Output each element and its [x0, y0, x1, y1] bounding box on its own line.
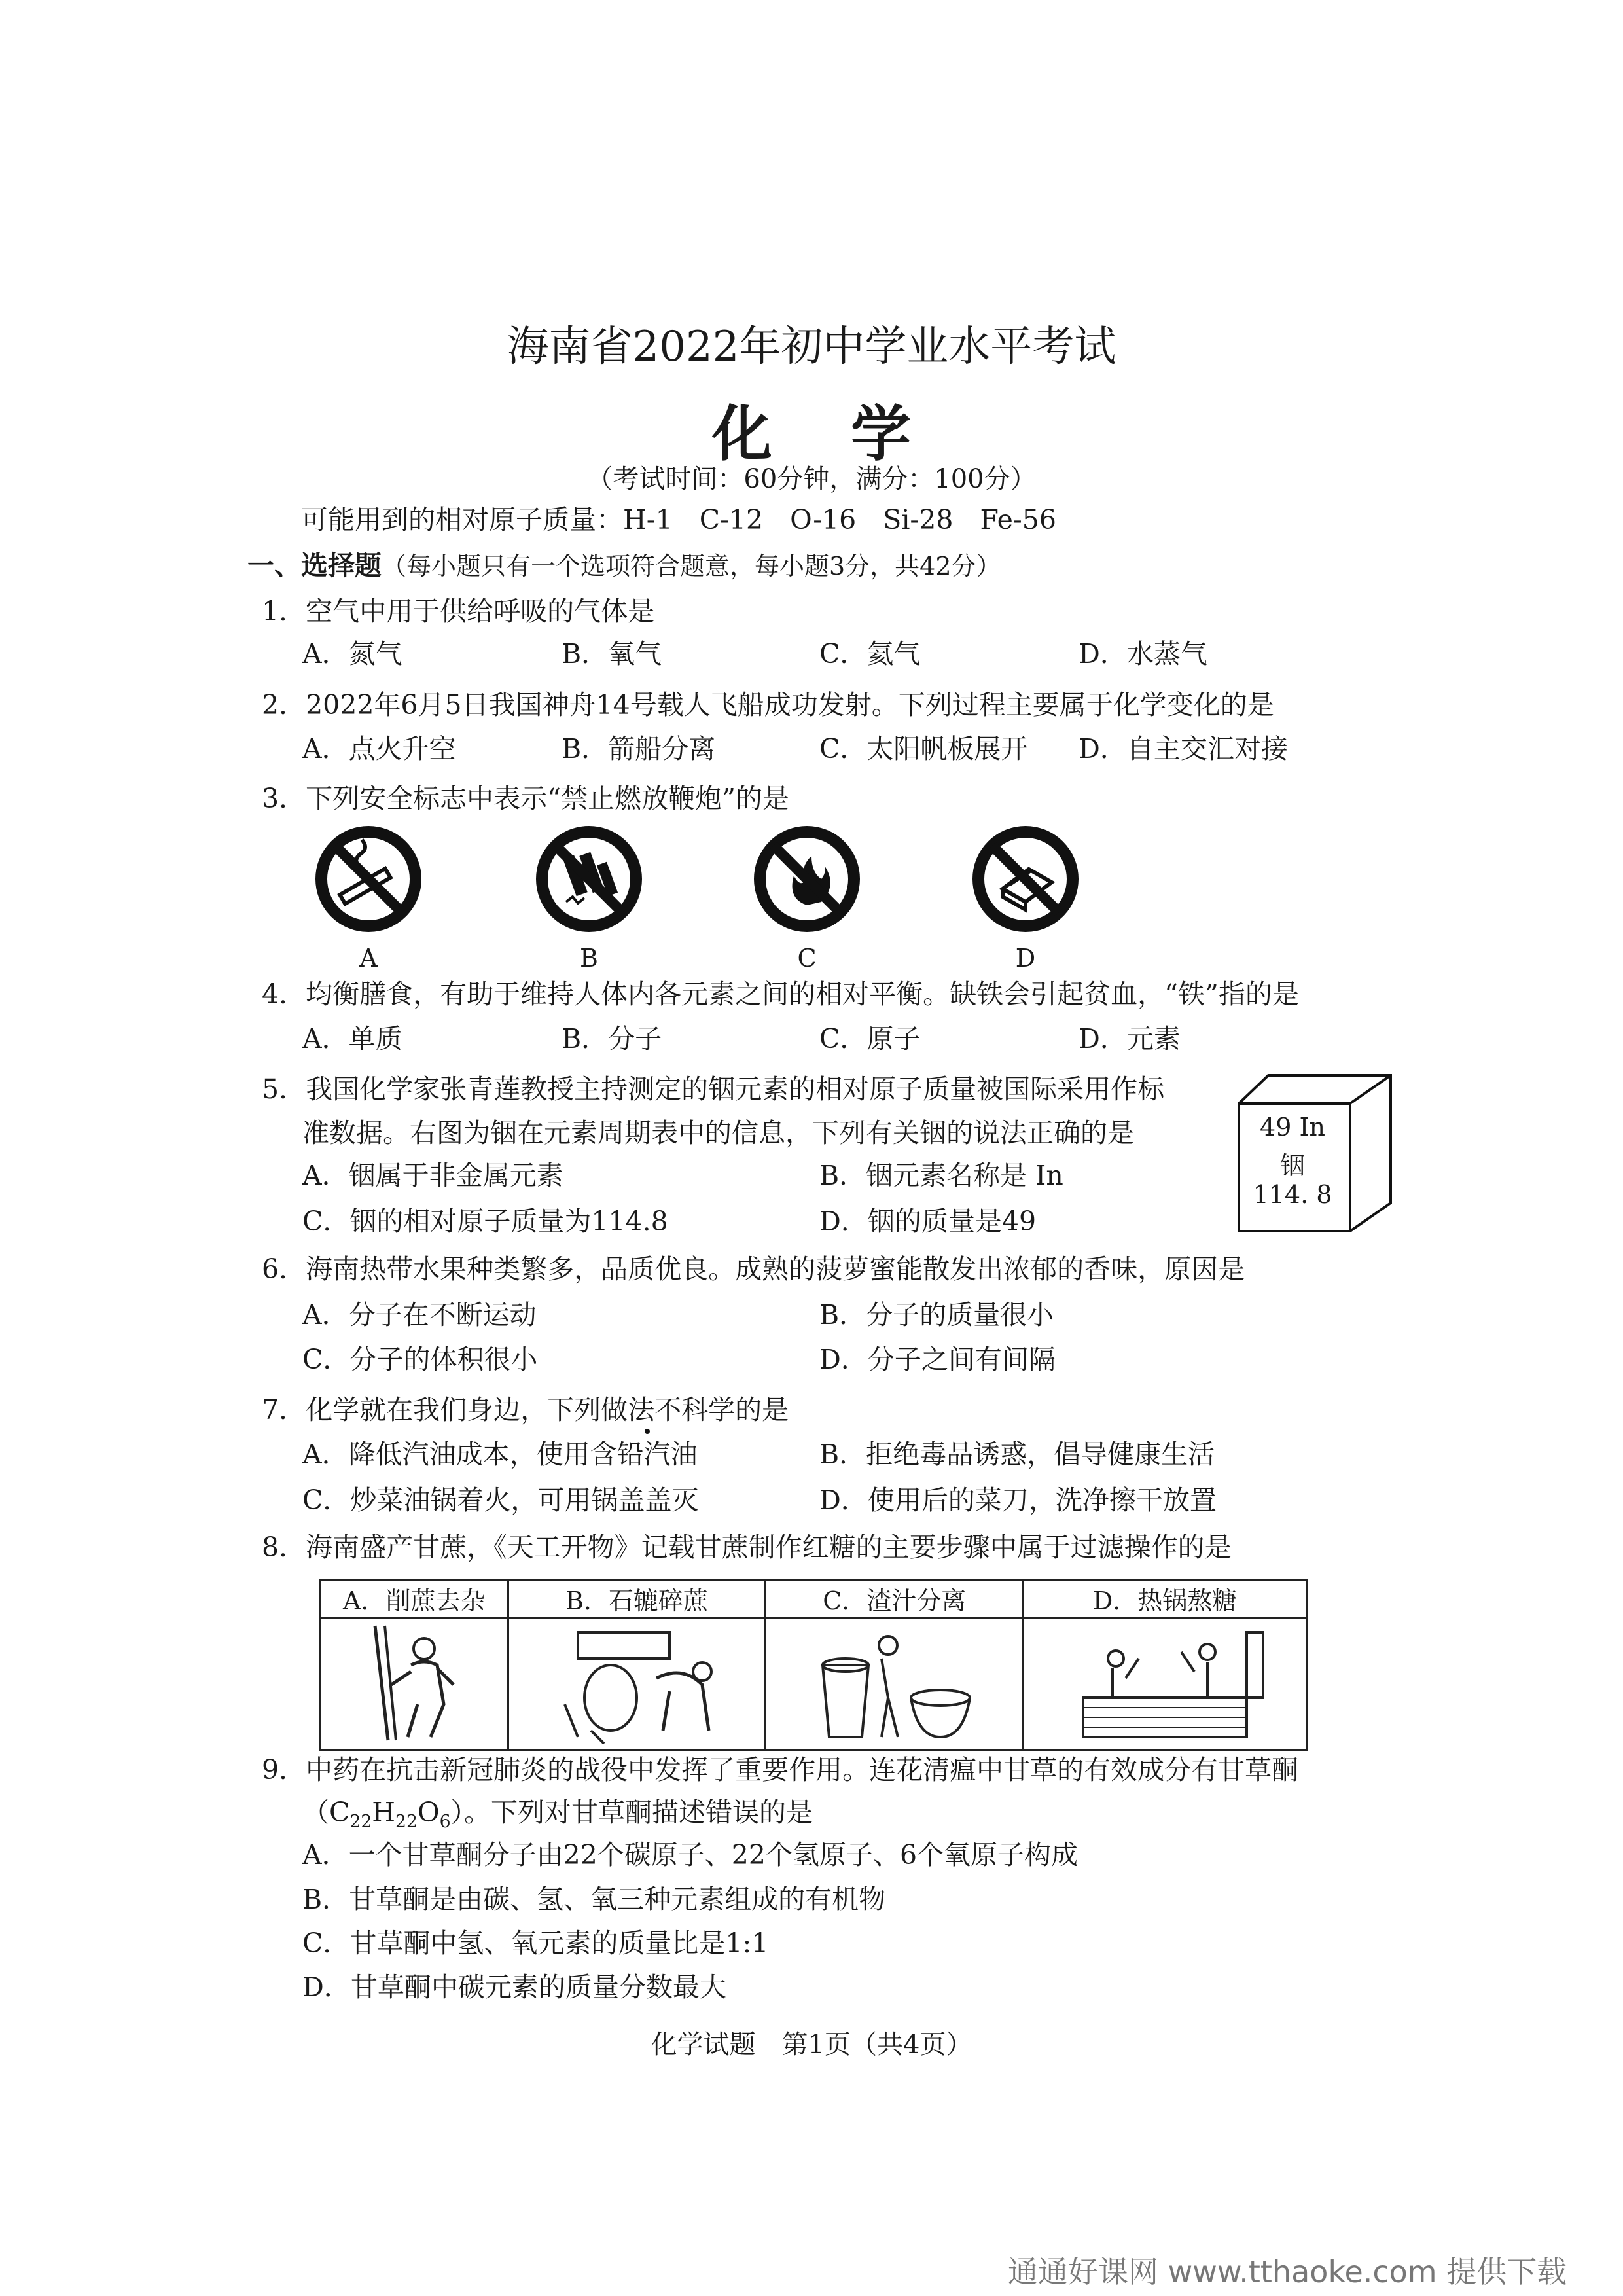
formula-c-count: 22	[349, 1812, 372, 1833]
q3-sign-c	[751, 823, 863, 973]
q3-label-d: D	[1015, 944, 1036, 973]
q5-option-d: D．铟的质量是49	[819, 1206, 1037, 1237]
step-header-b: B．石辘碎蔗	[508, 1580, 766, 1618]
q1-option-a: A．氮气	[302, 638, 402, 670]
section-heading	[247, 550, 1001, 582]
q6-stem: 6．海南热带水果种类繁多，品质优良。成熟的菠萝蜜能散发出浓郁的香味，原因是	[262, 1253, 1245, 1285]
element-number-symbol: 49 In	[1260, 1113, 1325, 1141]
q3-label-b: B	[580, 944, 598, 973]
emphasis-dot	[645, 1429, 650, 1434]
section-title: 一、选择题	[247, 550, 382, 581]
page-footer: 化学试题 第1页（共4页）	[651, 2030, 972, 2060]
q7-option-a: A．降低汽油成本，使用含铅汽油	[302, 1439, 698, 1470]
q9-option-b: B．甘草酮是由碳、氢、氧三种元素组成的有机物	[302, 1884, 886, 1915]
q9-stem-line1: 9．中药在抗击新冠肺炎的战役中发挥了重要作用。连花清瘟中甘草的有效成分有甘草酮	[262, 1754, 1299, 1785]
q6-option-b: B．分子的质量很小	[819, 1299, 1054, 1331]
q5-option-b: B．铟元素名称是 In	[819, 1160, 1063, 1191]
q6-option-a: A．分子在不断运动	[302, 1299, 537, 1331]
exam-info: （考试时间：60分钟，满分：100分）	[586, 464, 1037, 494]
q4-stem: 4．均衡膳食，有助于维持人体内各元素之间的相对平衡。缺铁会引起贫血，“铁”指的是	[262, 978, 1300, 1010]
q5-stem-line2: 准数据。右图为铟在元素周期表中的信息，下列有关铟的说法正确的是	[302, 1117, 1134, 1149]
q3-label-a: A	[359, 944, 378, 973]
q5-stem-line1: 5．我国化学家张青莲教授主持测定的铟元素的相对原子质量被国际采用作标	[262, 1073, 1165, 1105]
step-image-a	[321, 1618, 508, 1751]
q7-option-d: D．使用后的菜刀，洗净擦干放置	[819, 1484, 1217, 1516]
q5-option-a: A．铟属于非金属元素	[302, 1160, 563, 1191]
juice-separation-illustration	[796, 1619, 993, 1744]
q1-stem: 1．空气中用于供给呼吸的气体是	[262, 596, 655, 627]
q5-option-c: C．铟的相对原子质量为114.8	[302, 1206, 668, 1237]
stone-roller-illustration	[539, 1619, 735, 1744]
no-open-flame-icon	[751, 823, 863, 935]
no-fireworks-box-icon	[970, 823, 1081, 935]
formula-h-letter: H	[372, 1797, 396, 1828]
q7-option-b: B．拒绝毒品诱惑，倡导健康生活	[819, 1439, 1215, 1470]
q1-option-c: C．氦气	[819, 638, 921, 670]
step-header-c: C．渣汁分离	[766, 1580, 1024, 1618]
step-image-d	[1024, 1618, 1307, 1751]
step-image-b	[508, 1618, 766, 1751]
step-header-d: D．热锅熬糖	[1024, 1580, 1307, 1618]
formula-o-letter: O	[417, 1797, 440, 1828]
no-smoking-icon	[313, 823, 424, 935]
q7-option-c: C．炒菜油锅着火，可用锅盖盖灭	[302, 1484, 699, 1516]
q9-stem-line2	[302, 1797, 813, 1833]
indium-element-card	[1237, 1072, 1394, 1236]
q8-stem: 8．海南盛产甘蔗，《天工开物》记载甘蔗制作红糖的主要步骤中属于过滤操作的是	[262, 1532, 1232, 1563]
subject-title: 化学	[711, 399, 990, 469]
q3-label-c: C	[797, 944, 817, 973]
cane-cutting-illustration	[349, 1619, 480, 1744]
q4-option-d: D．元素	[1079, 1023, 1181, 1054]
step-image-c	[766, 1618, 1024, 1751]
watermark: 通通好课网 www.tthaoke.com 提供下载	[1008, 2254, 1567, 2289]
exam-title: 海南省2022年初中学业水平考试	[507, 323, 1116, 371]
formula-h-count: 22	[395, 1812, 418, 1833]
q9-option-c: C．甘草酮中氢、氧元素的质量比是1:1	[302, 1928, 769, 1959]
formula-open: （C	[302, 1797, 350, 1828]
element-mass: 114. 8	[1253, 1180, 1332, 1209]
q3-sign-a	[313, 823, 424, 973]
q6-option-c: C．分子的体积很小	[302, 1344, 538, 1375]
q2-option-a: A．点火升空	[302, 733, 456, 764]
q2-option-b: B．箭船分离	[562, 733, 716, 764]
q4-option-c: C．原子	[819, 1023, 921, 1054]
q2-option-d: D．自主交汇对接	[1079, 733, 1288, 764]
atomic-masses: 可能用到的相对原子质量：H-1 C-12 O-16 Si-28 Fe-56	[301, 504, 1056, 535]
section-instruction: （每小题只有一个选项符合题意，每小题3分，共42分）	[382, 552, 1001, 581]
q4-option-a: A．单质	[302, 1023, 402, 1054]
q3-sign-d	[970, 823, 1081, 973]
q1-option-d: D．水蒸气	[1079, 638, 1207, 670]
q6-option-d: D．分子之间有间隔	[819, 1344, 1056, 1375]
sugar-steps-table	[319, 1579, 1308, 1751]
q2-option-c: C．太阳帆板展开	[819, 733, 1028, 764]
element-name: 铟	[1279, 1151, 1305, 1180]
boiling-sugar-illustration	[1057, 1619, 1273, 1744]
formula-o-count: 6	[439, 1812, 451, 1833]
q9-option-a: A．一个甘草酮分子由22个碳原子、22个氢原子、6个氧原子构成	[302, 1839, 1079, 1871]
q1-option-b: B．氧气	[562, 638, 662, 670]
step-header-a: A．削蔗去杂	[321, 1580, 508, 1618]
q4-option-b: B．分子	[562, 1023, 662, 1054]
q7-stem: 7．化学就在我们身边，下列做法不科学的是	[262, 1394, 789, 1426]
q9-option-d: D．甘草酮中碳元素的质量分数最大	[302, 1971, 726, 2003]
q2-stem: 2．2022年6月5日我国神舟14号载人飞船成功发射。下列过程主要属于化学变化的是	[262, 689, 1274, 721]
q3-stem: 3．下列安全标志中表示“禁止燃放鞭炮”的是	[262, 783, 790, 814]
no-firecracker-icon	[533, 823, 645, 935]
q3-sign-b	[533, 823, 645, 973]
q9-stem-tail: ）。下列对甘草酮描述错误的是	[450, 1797, 813, 1828]
